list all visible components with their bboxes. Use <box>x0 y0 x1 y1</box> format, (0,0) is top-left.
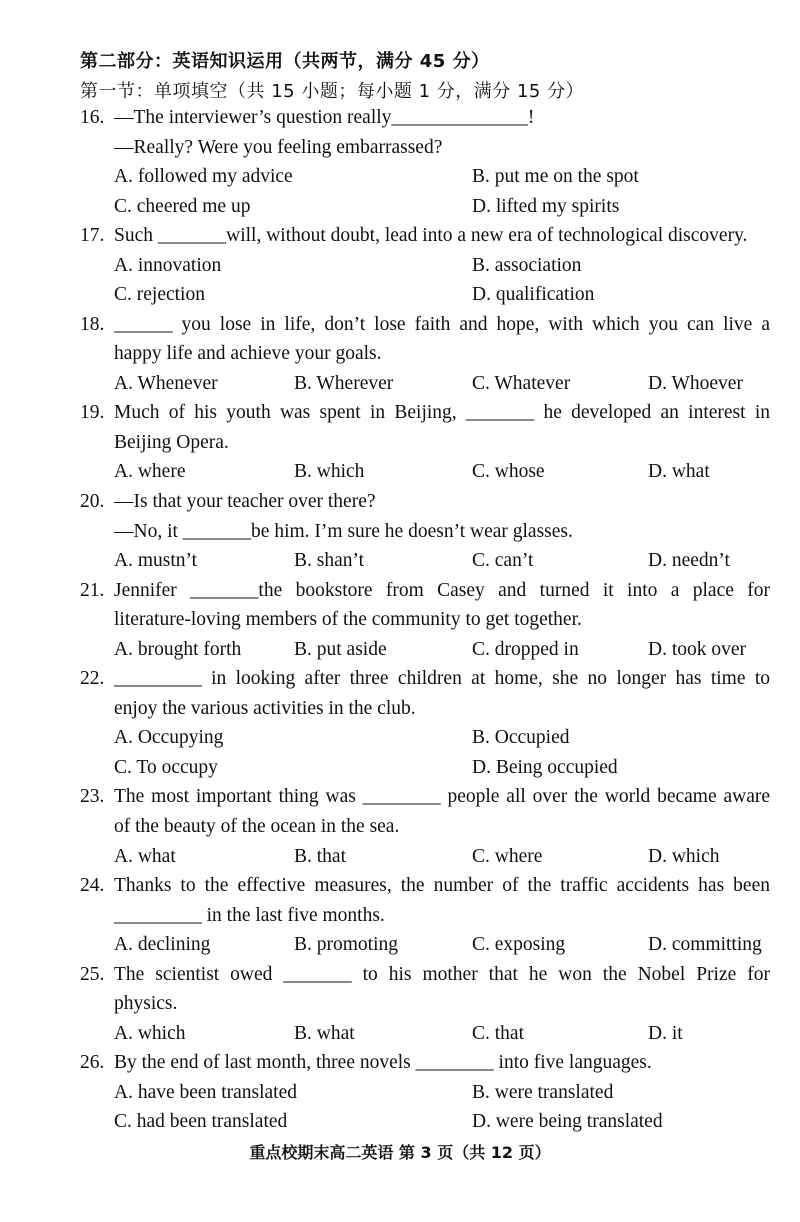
question-stem-line: —No, it _______be him. I’m sure he doesn’t wear glasses. <box>114 520 573 542</box>
question-stem-line: Such _______will, without doubt, lead into a new era of technological discovery. <box>114 225 748 247</box>
answer-option: A. brought forth <box>114 638 242 660</box>
answer-option: C. that <box>472 1022 524 1044</box>
question-stem-line: By the end of last month, three novels ________ into five languages. <box>114 1052 652 1074</box>
question-stem-line: —Is that your teacher over there? <box>114 491 376 513</box>
answer-option: B. put me on the spot <box>472 166 639 188</box>
answer-option: A. declining <box>114 934 211 956</box>
answer-option: B. put aside <box>294 638 387 660</box>
answer-option: D. it <box>648 1022 683 1044</box>
question-stem-line: The most important thing was ________ people all over the world became aware <box>114 786 770 808</box>
answer-option: D. Whoever <box>648 372 743 394</box>
answer-option: C. To occupy <box>114 756 218 778</box>
answer-option: B. shan’t <box>294 550 365 572</box>
question-stem-line: enjoy the various activities in the club. <box>114 697 416 719</box>
question-stem-line: literature-loving members of the community to get together. <box>114 609 582 631</box>
answer-option: D. lifted my spirits <box>472 195 620 217</box>
answer-option: D. took over <box>648 638 747 660</box>
question-number: 26. <box>80 1052 105 1074</box>
answer-option: C. rejection <box>114 284 205 306</box>
question-stem-line: _________ in looking after three children at home, she no longer has time to <box>114 668 770 690</box>
answer-option: A. Occupying <box>114 727 224 749</box>
question-number: 20. <box>80 491 105 513</box>
question-stem-line: of the beauty of the ocean in the sea. <box>114 815 400 837</box>
answer-option: B. which <box>294 461 365 483</box>
answer-option: C. whose <box>472 461 545 483</box>
answer-option: C. where <box>472 845 543 867</box>
question-stem-line: —The interviewer’s question really______________! <box>114 107 535 128</box>
question-stem-line: Much of his youth was spent in Beijing, _______ he developed an interest in <box>114 402 770 424</box>
answer-option: A. mustn’t <box>114 550 198 572</box>
question-number: 19. <box>80 402 105 424</box>
question-stem-line: Thanks to the effective measures, the number of the traffic accidents has been <box>114 875 770 897</box>
answer-option: D. were being translated <box>472 1111 663 1133</box>
question-number: 16. <box>80 107 105 128</box>
answer-option: A. where <box>114 461 186 483</box>
question-stem-line: Beijing Opera. <box>114 431 229 453</box>
answer-option: B. what <box>294 1022 355 1044</box>
question-stem-line: —Really? Were you feeling embarrassed? <box>114 136 443 158</box>
answer-option: C. can’t <box>472 550 534 572</box>
answer-option: D. which <box>648 845 720 867</box>
answer-option: A. followed my advice <box>114 166 293 188</box>
question-stem-line: happy life and achieve your goals. <box>114 343 382 365</box>
answer-option: B. that <box>294 845 346 867</box>
answer-option: B. were translated <box>472 1081 614 1103</box>
answer-option: B. Wherever <box>294 372 394 394</box>
answer-option: D. needn’t <box>648 550 730 572</box>
question-number: 24. <box>80 875 105 897</box>
question-number: 21. <box>80 579 105 601</box>
question-stem-line: physics. <box>114 993 178 1015</box>
answer-option: D. Being occupied <box>472 756 618 778</box>
question-stem-line: ______ you lose in life, don’t lose faith and hope, with which you can live a <box>114 313 770 335</box>
question-stem-line: The scientist owed _______ to his mother that he won the Nobel Prize for <box>114 963 770 985</box>
question-number: 17. <box>80 225 105 247</box>
section-title: 第二部分：英语知识运用（共两节，满分 45 分） <box>80 51 490 72</box>
answer-option: D. qualification <box>472 284 595 306</box>
answer-option: A. which <box>114 1022 186 1044</box>
answer-option: C. had been translated <box>114 1111 288 1133</box>
question-stem-line: _________ in the last five months. <box>114 904 385 926</box>
question-number: 23. <box>80 786 105 808</box>
answer-option: A. what <box>114 845 176 867</box>
answer-option: C. Whatever <box>472 372 571 394</box>
answer-option: D. what <box>648 461 710 483</box>
page-footer: 重点校期末高二英语 第 3 页（共 12 页） <box>249 1143 551 1162</box>
answer-option: A. innovation <box>114 254 222 276</box>
answer-option: A. Whenever <box>114 372 218 394</box>
answer-option: C. dropped in <box>472 638 579 660</box>
answer-option: D. committing <box>648 934 762 956</box>
answer-option: C. exposing <box>472 934 566 956</box>
question-stem-line: Jennifer _______the bookstore from Casey and turned it into a place for <box>114 579 770 601</box>
answer-option: C. cheered me up <box>114 195 251 217</box>
question-number: 25. <box>80 963 105 985</box>
question-number: 18. <box>80 313 105 335</box>
answer-option: B. Occupied <box>472 727 570 749</box>
answer-option: B. promoting <box>294 934 399 956</box>
question-number: 22. <box>80 668 105 690</box>
answer-option: A. have been translated <box>114 1081 298 1103</box>
answer-option: B. association <box>472 254 582 276</box>
subsection-title: 第一节：单项填空（共 15 小题；每小题 1 分，满分 15 分） <box>80 81 585 102</box>
